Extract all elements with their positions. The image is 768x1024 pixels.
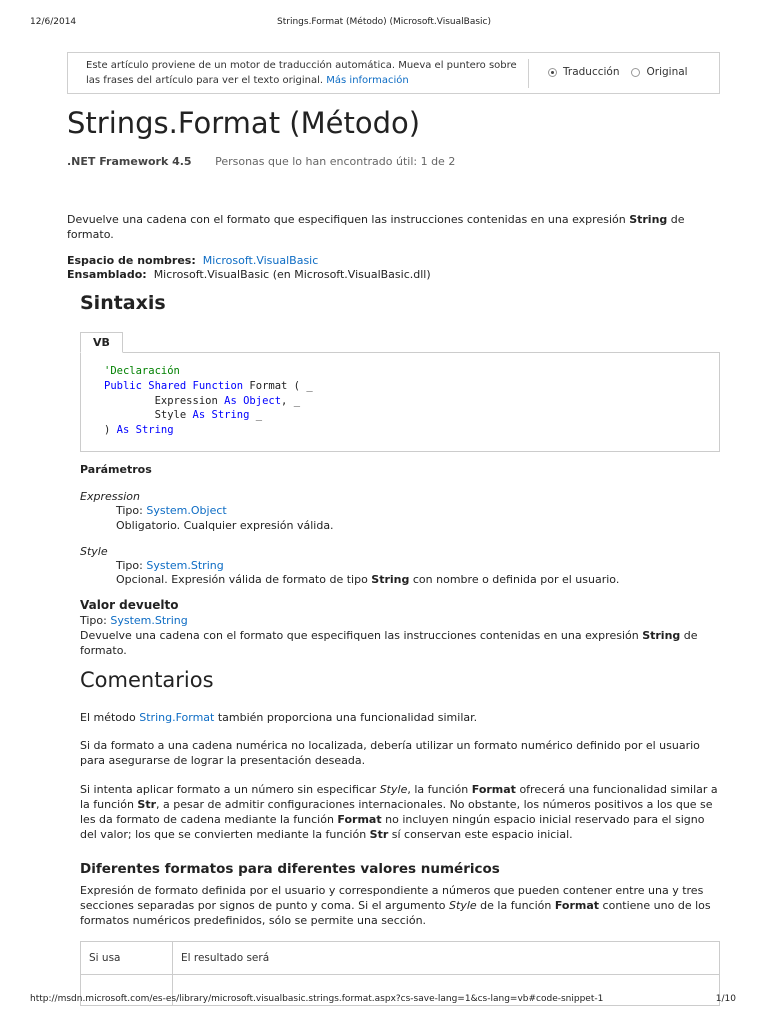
table-header-cell: Si usa — [81, 942, 173, 975]
print-date: 12/6/2014 — [30, 17, 77, 27]
system-string-link[interactable]: System.String — [146, 559, 224, 572]
code-tab-vb[interactable]: VB — [80, 332, 123, 353]
page-meta — [67, 155, 455, 168]
remarks-p1: El método String.Format también proporciona una funcionalidad similar. — [80, 711, 478, 724]
option-translation[interactable]: Traducción — [548, 66, 619, 78]
print-url: http://msdn.microsoft.com/es-es/library/microsoft.visualbasic.strings.format.aspx?cs-save-lang=1&cs-lang=vb#code-snippet-1 — [30, 994, 604, 1004]
framework-version: .NET Framework 4.5 — [67, 155, 192, 168]
subsection-heading: Diferentes formatos para diferentes valores numéricos — [80, 861, 500, 877]
parameters-heading: Parámetros — [80, 463, 152, 476]
system-object-link[interactable]: System.Object — [146, 504, 227, 517]
assembly-line — [67, 267, 727, 282]
param-expression-name: Expression — [80, 490, 140, 503]
machine-translation-notice — [67, 52, 720, 94]
subsection-text: Expresión de formato definida por el usuario y correspondiente a números que pueden contener entre una y tres secciones separadas por signos de punto y coma. Si el argumento Style de la función Format contiene uno de los formatos numéricos predefinidos, sólo se permite una sección. — [80, 884, 711, 927]
param-style-name: Style — [80, 545, 108, 558]
table-header-row — [81, 942, 720, 975]
param-expression-desc: Obligatorio. Cualquier expresión válida. — [116, 519, 334, 532]
table-header-cell: El resultado será — [173, 942, 720, 975]
assembly-value: Microsoft.VisualBasic (en Microsoft.VisualBasic.dll) — [153, 268, 431, 281]
syntax-heading: Sintaxis — [80, 292, 166, 314]
namespace-label: Espacio de nombres: — [67, 254, 196, 267]
radio-original[interactable] — [631, 68, 640, 77]
param-style-desc: Opcional. Expresión válida de formato de tipo String con nombre o definida por el usuario. — [116, 573, 620, 586]
param-expression-type: Tipo: System.Object — [116, 504, 227, 517]
return-type: Tipo: System.String — [80, 614, 188, 627]
page-title: Strings.Format (Método) — [67, 106, 421, 140]
return-desc: Devuelve una cadena con el formato que especifiquen las instrucciones contenidas en una expresión String de formato. — [80, 629, 698, 657]
translation-options — [548, 66, 700, 78]
notice-divider — [528, 59, 529, 88]
code-block: 'Declaración Public Shared Function Format ( _ Expression As Object, _ Style As String _ ) As String — [104, 365, 313, 437]
assembly-label: Ensamblado: — [67, 268, 147, 281]
param-style-type: Tipo: System.String — [116, 559, 224, 572]
page-number: 1/10 — [715, 994, 736, 1004]
remarks-p2: Si da formato a una cadena numérica no localizada, debería utilizar un formato numérico definido por el usuario para asegurarse de lograr la presentación deseada. — [80, 739, 700, 767]
print-title: Strings.Format (Método) (Microsoft.VisualBasic) — [277, 17, 491, 27]
helpful-count: Personas que lo han encontrado útil: 1 de 2 — [215, 155, 456, 168]
summary-text: Devuelve una cadena con el formato que especifiquen las instrucciones contenidas en una expresión String de formato. — [67, 213, 685, 241]
return-heading: Valor devuelto — [80, 598, 179, 612]
translation-message: Este artículo proviene de un motor de traducción automática. Mueva el puntero sobre las frases del artículo para ver el texto original. Más información — [86, 60, 517, 86]
remarks-p3: Si intenta aplicar formato a un número sin especificar Style, la función Format ofrecerá una funcionalidad similar a la función Str, a pesar de admitir configuraciones internacionales. No obstante, los números positivos a los que se les da formato de cadena mediante la función Format no incluyen ningún espacio inicial reservado para el signo del valor; los que se convierten mediante la función Str sí conservan este espacio inicial. — [80, 783, 718, 841]
return-type-link[interactable]: System.String — [110, 614, 188, 627]
remarks-heading: Comentarios — [80, 668, 214, 692]
namespace-link[interactable]: Microsoft.VisualBasic — [202, 254, 319, 267]
more-info-link[interactable]: Más información — [326, 75, 409, 86]
string-format-link[interactable]: String.Format — [139, 711, 215, 724]
radio-translation[interactable] — [548, 68, 557, 77]
namespace-line — [67, 253, 727, 268]
option-original[interactable]: Original — [631, 66, 687, 78]
